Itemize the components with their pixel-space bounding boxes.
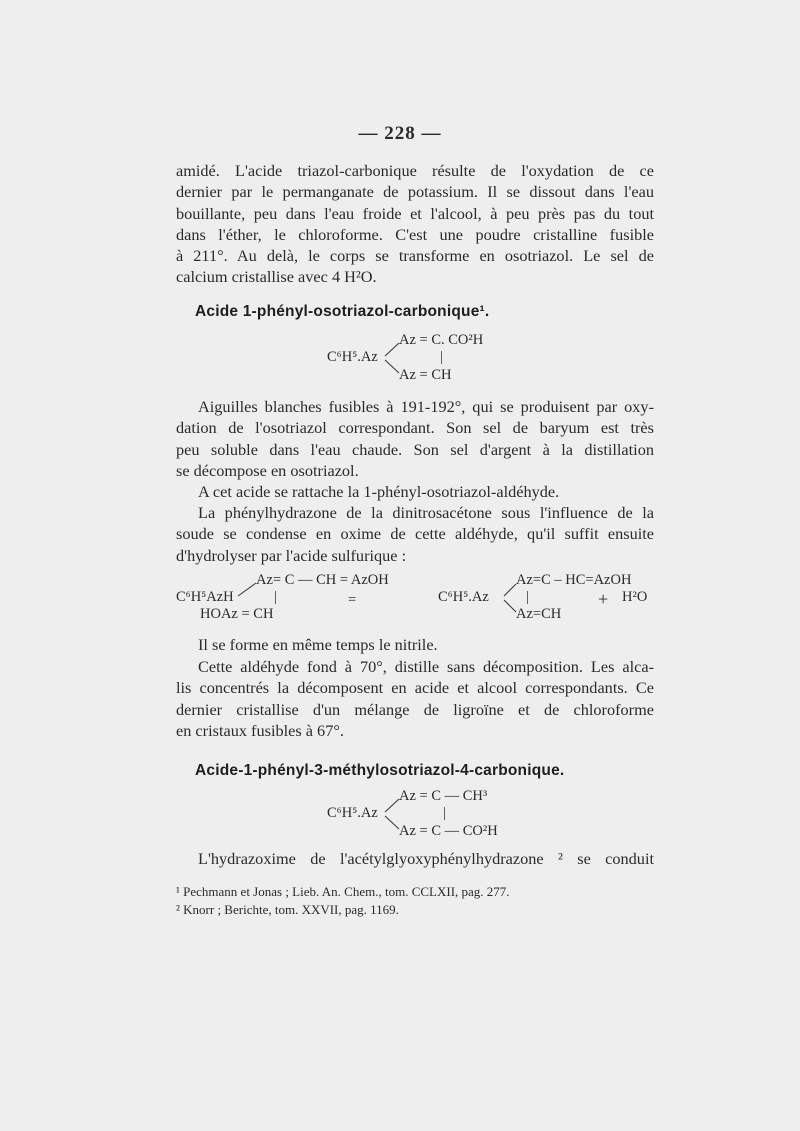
text-line: Aiguilles blanches fusibles à 191-192°, qui se produisent par oxy-	[198, 397, 654, 416]
text-line: lis concentrés la décomposent en acide et alcool correspondants. Ce	[176, 678, 654, 698]
text-line: peu soluble dans l'eau chaude. Son sel d'argent à la distillation	[176, 439, 654, 459]
text-line: dation de l'osotriazol correspondant. Son sel de baryum est très	[176, 418, 654, 438]
text-line: à 211°. Au delà, le corps se transforme en osotriazol. Le sel de	[176, 246, 654, 266]
product-top: Az=C – HC=AzOH	[516, 572, 632, 588]
formula-bottom: Az = C — CO²H	[399, 823, 498, 839]
paragraph-5	[176, 634, 654, 655]
equals-sign: =	[348, 592, 357, 608]
formula-left: C⁶H⁵.Az	[327, 349, 378, 365]
paragraph-3	[176, 481, 654, 502]
structural-formula-1	[327, 330, 527, 390]
product-bottom: Az=CH	[516, 606, 562, 622]
paragraph-2	[176, 396, 654, 481]
text-line: L'hydrazoxime de l'acétylglyoxyphénylhydrazone ² se conduit	[198, 849, 654, 868]
reactant-bar: |	[274, 589, 277, 605]
paragraph-7	[176, 848, 654, 869]
section-heading-2: Acide-1-phényl-3-méthylosotriazol-4-carbonique.	[195, 762, 565, 779]
section-heading-1: Acide 1-phényl-osotriazol-carbonique¹.	[195, 303, 490, 320]
formula-top: Az = C. CO²H	[399, 332, 484, 348]
text-line: d'hydrolyser par l'acide sulfurique :	[176, 545, 407, 565]
reaction-formula	[176, 568, 656, 628]
text-line: dernier cristallise d'un mélange de ligroïne et de chloroforme	[176, 699, 654, 719]
text-line: bouillante, peu dans l'eau froide et l'alcool, à peu près pas du tout	[176, 203, 654, 223]
footnote-2: ² Knorr ; Berichte, tom. XXVII, pag. 1169.	[176, 902, 399, 917]
text-line: amidé. L'acide triazol-carbonique résulte de l'oxydation de ce	[176, 161, 654, 180]
text-line: en cristaux fusibles à 67°.	[176, 720, 344, 740]
paragraph-4	[176, 502, 654, 566]
paragraph-1	[176, 160, 654, 288]
formula-bar: |	[443, 805, 446, 821]
footnote-1: ¹ Pechmann et Jonas ; Lieb. An. Chem., tom. CCLXII, pag. 277.	[176, 884, 510, 899]
text-line: A cet acide se rattache la 1-phényl-osotriazol-aldéhyde.	[198, 482, 560, 501]
product-bar: |	[526, 589, 529, 605]
reactant-left: C⁶H⁵AzH	[176, 589, 234, 605]
text-line: Il se forme en même temps le nitrile.	[198, 635, 438, 654]
water-formula: H²O	[622, 589, 648, 605]
structural-formula-3	[327, 786, 547, 846]
text-line: se décompose en osotriazol.	[176, 460, 359, 480]
page-number: — 228 —	[358, 123, 442, 144]
paragraph-6	[176, 656, 654, 741]
text-line: Cette aldéhyde fond à 70°, distille sans décomposition. Les alca-	[198, 657, 654, 676]
text-line: La phénylhydrazone de la dinitrosacétone sous l'influence de la	[198, 503, 654, 522]
text-line: dans l'éther, le chloroforme. C'est une poudre cristalline fusible	[176, 224, 654, 244]
formula-bottom: Az = CH	[399, 367, 452, 383]
formula-left: C⁶H⁵.Az	[327, 805, 378, 821]
reactant-top: Az= C — CH = AzOH	[256, 572, 389, 588]
formula-bar: |	[440, 349, 443, 365]
formula-top: Az = C — CH³	[399, 788, 488, 804]
footnotes	[176, 883, 656, 919]
product-left: C⁶H⁵.Az	[438, 589, 489, 605]
text-line: soude se condense en oxime de cette aldéhyde, qu'il suffit ensuite	[176, 524, 654, 544]
plus-sign: +	[598, 589, 609, 609]
reactant-bottom: HOAz = CH	[200, 606, 274, 622]
text-line: calcium cristallise avec 4 H²O.	[176, 267, 377, 287]
text-line: dernier par le permanganate de potassium. Il se dissout dans l'eau	[176, 182, 654, 202]
